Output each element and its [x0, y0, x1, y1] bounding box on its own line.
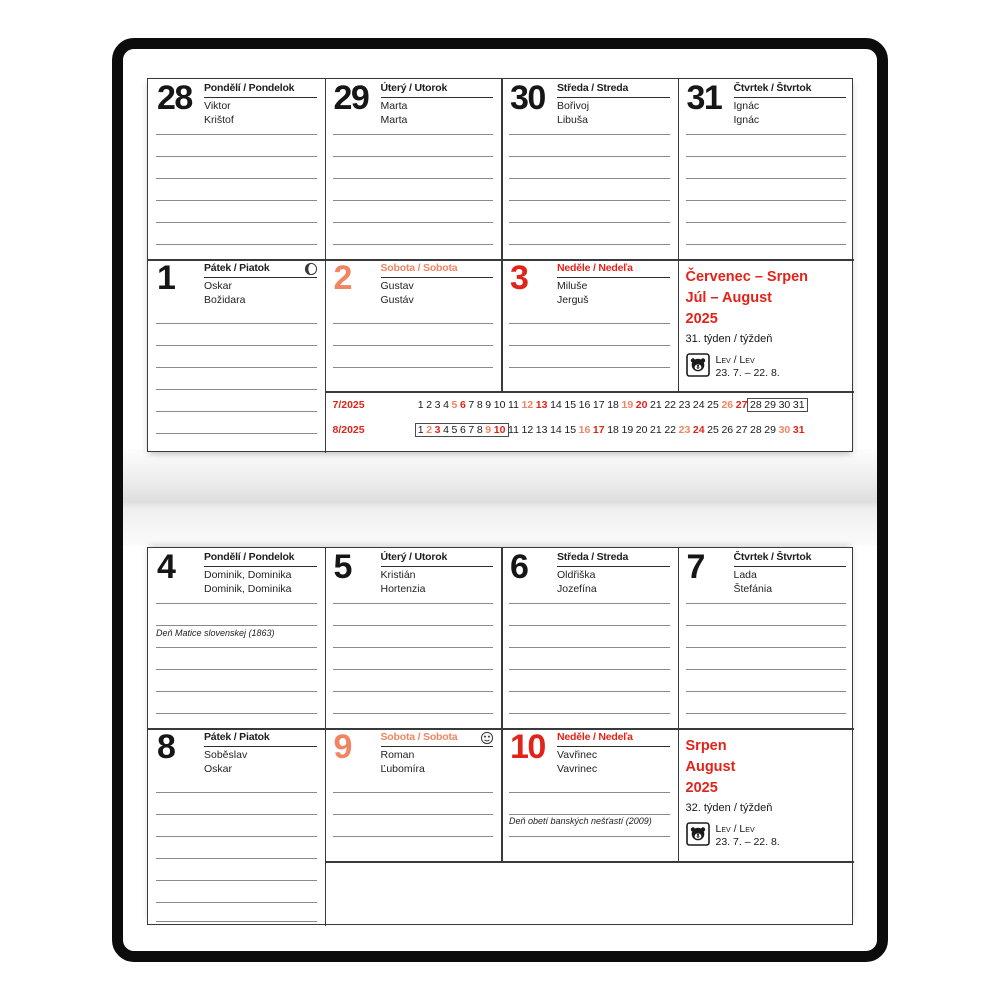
mini-calendar-day: 27	[735, 399, 748, 411]
month-title-line: Srpen	[685, 738, 727, 754]
leo-lion-icon	[686, 353, 710, 377]
ruled-writing-line	[686, 134, 847, 135]
ruled-writing-line	[156, 367, 317, 368]
mini-calendar-day: 10	[493, 399, 506, 411]
nameday-names	[381, 100, 498, 127]
ruled-writing-line	[156, 902, 317, 903]
mini-calendar-day: 22	[664, 424, 677, 436]
ruled-writing-line	[156, 921, 317, 922]
ruled-writing-line	[686, 178, 847, 179]
mini-calendar-day: 9	[485, 424, 492, 436]
month-title-line: Júl – August	[685, 290, 772, 306]
ruled-writing-line	[333, 814, 494, 815]
day-number: 2	[333, 259, 351, 297]
ruled-writing-line	[509, 222, 670, 223]
mini-calendar-day: 28	[750, 424, 762, 436]
mini-calendar-row	[333, 398, 853, 412]
mini-calendar-day: 14	[550, 424, 562, 436]
ruled-writing-line	[333, 156, 494, 157]
first-quarter-moon-icon	[304, 262, 318, 276]
ruled-writing-line	[509, 156, 670, 157]
ruled-writing-line	[686, 222, 847, 223]
ruled-writing-line	[156, 200, 317, 201]
day-number: 1	[157, 259, 175, 297]
mini-calendar-day: 17	[592, 399, 605, 411]
ruled-writing-line	[686, 244, 847, 245]
ruled-writing-line	[333, 713, 494, 714]
week-31-grid	[147, 78, 853, 452]
nameday-names	[557, 280, 674, 307]
ruled-writing-line	[156, 691, 317, 692]
ruled-writing-line	[156, 792, 317, 793]
ruled-writing-line	[509, 178, 670, 179]
day-name-label: Neděle / Nedeľa	[557, 731, 670, 747]
mini-calendar-day: 7	[468, 399, 475, 411]
mini-calendar-day: 17	[592, 424, 605, 436]
mini-calendar-month-label: 8/2025	[332, 424, 365, 436]
month-title	[686, 736, 851, 799]
nameday-names	[557, 749, 674, 776]
mini-calendar-day: 16	[578, 424, 591, 436]
day-cell-30	[501, 79, 678, 259]
zodiac-name: Lev / Lev	[715, 354, 755, 366]
mini-calendar-day: 10	[493, 424, 506, 436]
holiday-note: Deň obetí banských nešťastí (2009)	[509, 816, 652, 826]
nameday-name: Ľubomíra	[380, 762, 425, 775]
ruled-writing-line	[333, 345, 494, 346]
mini-calendar-day: 29	[764, 424, 776, 436]
ruled-writing-line	[509, 134, 670, 135]
ruled-writing-line	[333, 178, 494, 179]
mini-calendar-day: 30	[778, 424, 791, 436]
week-number-label: 32. týden / týždeň	[685, 802, 773, 814]
nameday-name: Soběslav	[204, 749, 248, 761]
ruled-writing-line	[509, 323, 670, 324]
mini-calendar-day: 6	[459, 399, 466, 411]
ruled-writing-line	[686, 647, 847, 648]
ruled-writing-line	[686, 713, 847, 714]
nameday-name: Oldřiška	[557, 569, 596, 581]
nameday-name: Roman	[380, 749, 415, 761]
mini-calendar-day: 23	[678, 399, 691, 411]
ruled-writing-line	[509, 647, 670, 648]
day-number: 5	[333, 548, 351, 586]
mini-calendar-row	[333, 423, 853, 437]
day-number: 3	[510, 259, 528, 297]
ruled-writing-line	[686, 625, 847, 626]
nameday-names	[381, 749, 498, 776]
day-cell-5	[325, 548, 502, 728]
nameday-name: Ignác	[733, 113, 760, 126]
nameday-name: Bořivoj	[557, 100, 590, 112]
day-number: 10	[510, 728, 545, 766]
nameday-names	[734, 569, 851, 596]
mini-calendar-day: 30	[778, 399, 791, 411]
nameday-names	[557, 100, 674, 127]
nameday-name: Ignác	[733, 100, 760, 112]
nameday-name: Oskar	[204, 280, 233, 292]
ruled-writing-line	[333, 792, 494, 793]
nameday-name: Jozefína	[557, 582, 597, 595]
ruled-writing-line	[509, 200, 670, 201]
ruled-writing-line	[333, 200, 494, 201]
ruled-writing-line	[156, 134, 317, 135]
mini-calendar-day: 21	[650, 424, 662, 436]
day-cell-4	[148, 548, 325, 728]
ruled-writing-line	[156, 411, 317, 412]
mini-calendar-month-label: 7/2025	[332, 399, 365, 411]
page-fold-gap	[123, 449, 877, 545]
ruled-writing-line	[156, 880, 317, 881]
day-cell-9	[325, 728, 502, 861]
ruled-writing-line	[686, 603, 847, 604]
ruled-writing-line	[686, 156, 847, 157]
mini-calendar-day: 19	[621, 424, 634, 436]
ruled-writing-line	[156, 647, 317, 648]
ruled-writing-line	[333, 625, 494, 626]
ruled-writing-line	[333, 134, 494, 135]
day-cell-28	[148, 79, 325, 259]
mini-calendar-day: 16	[578, 399, 591, 411]
zodiac-date-range: 23. 7. – 22. 8.	[715, 367, 780, 379]
month-title-line: 2025	[685, 311, 718, 327]
nameday-name: Dominik, Dominika	[204, 569, 292, 581]
mini-calendar-day: 26	[721, 399, 734, 411]
day-name-label: Sobota / Sobota	[381, 731, 494, 747]
mini-calendar-day: 15	[564, 399, 577, 411]
day-cell-6	[501, 548, 678, 728]
ruled-writing-line	[156, 625, 317, 626]
mini-calendar-day: 3	[434, 399, 441, 411]
nameday-name: Marta	[380, 100, 408, 112]
month-title	[686, 267, 851, 330]
ruled-writing-line	[156, 603, 317, 604]
ruled-writing-line	[333, 244, 494, 245]
ruled-writing-line	[156, 345, 317, 346]
mini-calendar-day: 1	[417, 424, 424, 436]
ruled-writing-line	[509, 713, 670, 714]
ruled-writing-line	[333, 836, 494, 837]
day-number: 7	[686, 548, 704, 586]
day-name-label: Úterý / Utorok	[381, 551, 494, 567]
mini-calendar-day: 6	[459, 424, 466, 436]
ruled-writing-line	[156, 244, 317, 245]
mini-calendar-day: 31	[792, 424, 805, 436]
mini-calendar-day: 8	[476, 399, 483, 411]
ruled-writing-line	[156, 669, 317, 670]
nameday-name: Gustav	[380, 280, 414, 292]
ruled-writing-line	[333, 691, 494, 692]
mini-calendar-day: 28	[750, 399, 762, 411]
day-cell-8	[148, 728, 325, 926]
leo-lion-icon	[686, 822, 710, 846]
month-title-line: Červenec – Srpen	[685, 269, 809, 285]
ruled-writing-line	[509, 625, 670, 626]
full-moon-icon	[480, 731, 494, 745]
ruled-writing-line	[509, 792, 670, 793]
ruled-writing-line	[686, 691, 847, 692]
mini-calendar-day: 31	[792, 399, 805, 411]
ruled-writing-line	[333, 603, 494, 604]
week-number-label: 31. týden / týždeň	[685, 333, 773, 345]
mini-calendar-day: 15	[564, 424, 577, 436]
mini-calendar-day: 13	[535, 399, 548, 411]
ruled-writing-line	[333, 222, 494, 223]
ruled-writing-line	[156, 814, 317, 815]
holiday-note: Deň Matice slovenskej (1863)	[156, 628, 275, 638]
nameday-name: Štefánia	[733, 582, 773, 595]
ruled-writing-line	[509, 669, 670, 670]
mini-calendar-day: 18	[607, 399, 619, 411]
day-name-label: Středa / Streda	[557, 82, 670, 98]
mini-calendar-day: 24	[692, 424, 705, 436]
month-info-cell	[678, 728, 855, 861]
zodiac-name: Lev / Lev	[715, 823, 755, 835]
nameday-names	[381, 569, 498, 596]
ruled-writing-line	[156, 178, 317, 179]
current-spread-box	[747, 398, 808, 412]
day-number: 31	[686, 79, 722, 117]
ruled-writing-line	[156, 156, 317, 157]
mini-calendar-day: 1	[417, 399, 424, 411]
nameday-name: Krištof	[204, 113, 234, 126]
day-name-label: Pondělí / Pondelok	[204, 551, 317, 567]
day-number: 8	[157, 728, 175, 766]
day-cell-7	[678, 548, 855, 728]
mini-calendar-day: 21	[650, 399, 662, 411]
ruled-writing-line	[509, 603, 670, 604]
ruled-writing-line	[156, 858, 317, 859]
mini-calendar-day: 2	[426, 399, 433, 411]
month-title-line: 2025	[685, 780, 718, 796]
nameday-name: Vavrinec	[557, 762, 598, 775]
mini-calendar-day: 19	[621, 399, 634, 411]
mini-calendar-day: 25	[707, 424, 719, 436]
day-name-label: Sobota / Sobota	[381, 262, 494, 278]
nameday-names	[381, 280, 498, 307]
nameday-name: Lada	[733, 569, 757, 581]
mini-calendar-day: 23	[678, 424, 691, 436]
mini-calendar-day: 11	[508, 424, 519, 436]
nameday-name: Gustáv	[380, 293, 414, 306]
ruled-writing-line	[509, 836, 670, 837]
mini-calendar-day: 4	[443, 424, 449, 436]
month-title-line: August	[685, 759, 736, 775]
ruled-writing-line	[156, 713, 317, 714]
day-cell-3	[501, 259, 678, 391]
nameday-name: Miluše	[557, 280, 588, 292]
nameday-name: Kristián	[380, 569, 416, 581]
day-number: 29	[333, 79, 369, 117]
nameday-names	[734, 100, 851, 127]
mini-calendar-day: 25	[707, 399, 719, 411]
mini-calendar-day: 29	[764, 399, 776, 411]
mini-calendar-day: 14	[550, 399, 562, 411]
nameday-names	[204, 100, 321, 127]
day-cell-2	[325, 259, 502, 391]
nameday-names	[204, 569, 321, 596]
mini-calendar-day: 5	[451, 424, 458, 436]
day-cell-1	[148, 259, 325, 453]
day-name-label: Středa / Streda	[557, 551, 670, 567]
day-name-label: Pátek / Piatok	[204, 731, 317, 747]
day-number: 4	[157, 548, 175, 586]
ruled-writing-line	[509, 367, 670, 368]
mini-calendar-day: 13	[535, 424, 548, 436]
diary-inner-pages	[123, 49, 877, 951]
nameday-names	[204, 280, 321, 307]
mini-calendar-day: 2	[426, 424, 433, 436]
week-32-grid	[147, 547, 853, 925]
day-number: 6	[510, 548, 528, 586]
mini-calendar-day: 12	[521, 399, 534, 411]
day-name-label: Úterý / Utorok	[381, 82, 494, 98]
mini-month-calendar	[325, 391, 855, 453]
mini-calendar-day: 11	[508, 399, 519, 411]
nameday-name: Dominik, Dominika	[204, 582, 292, 595]
mini-calendar-day: 22	[664, 399, 677, 411]
ruled-writing-line	[509, 691, 670, 692]
mini-calendar-day: 7	[468, 424, 475, 436]
ruled-writing-line	[156, 389, 317, 390]
mini-calendar-day: 4	[443, 399, 449, 411]
day-name-label: Neděle / Nedeľa	[557, 262, 670, 278]
ruled-writing-line	[333, 647, 494, 648]
nameday-name: Oskar	[204, 762, 233, 775]
ruled-writing-line	[156, 323, 317, 324]
ruled-writing-line	[333, 367, 494, 368]
ruled-writing-line	[509, 345, 670, 346]
day-number: 30	[510, 79, 545, 117]
mini-calendar-day: 26	[721, 424, 734, 436]
mini-calendar-day: 20	[635, 424, 648, 436]
current-spread-box	[415, 423, 509, 437]
day-number: 28	[157, 79, 192, 117]
mini-calendar-day: 18	[607, 424, 619, 436]
nameday-name: Libuša	[557, 113, 588, 126]
ruled-writing-line	[509, 244, 670, 245]
day-number: 9	[333, 728, 351, 766]
day-name-label: Pátek / Piatok	[204, 262, 317, 278]
nameday-name: Hortenzia	[380, 582, 426, 595]
nameday-names	[557, 569, 674, 596]
ruled-writing-line	[333, 669, 494, 670]
mini-calendar-day: 12	[521, 424, 534, 436]
nameday-name: Vavřinec	[557, 749, 598, 761]
mini-calendar-day: 24	[692, 399, 705, 411]
mini-calendar-day: 5	[451, 399, 458, 411]
mini-calendar-day: 20	[635, 399, 648, 411]
ruled-writing-line	[156, 222, 317, 223]
month-info-cell	[678, 259, 855, 391]
ruled-writing-line	[686, 669, 847, 670]
nameday-names	[204, 749, 321, 776]
day-cell-29	[325, 79, 502, 259]
mini-calendar-day: 3	[434, 424, 441, 436]
ruled-writing-line	[156, 433, 317, 434]
zodiac-date-range: 23. 7. – 22. 8.	[715, 836, 780, 848]
ruled-writing-line	[156, 836, 317, 837]
day-cell-10	[501, 728, 678, 861]
diary-cover-frame	[112, 38, 888, 962]
day-name-label: Pondělí / Pondelok	[204, 82, 317, 98]
day-cell-31	[678, 79, 855, 259]
ruled-writing-line	[686, 200, 847, 201]
mini-calendar-day: 27	[735, 424, 748, 436]
nameday-name: Marta	[380, 113, 408, 126]
day-name-label: Čtvrtek / Štvrtok	[734, 82, 847, 98]
nameday-name: Jerguš	[557, 293, 589, 306]
mini-calendar-day: 8	[476, 424, 483, 436]
nameday-name: Viktor	[204, 100, 231, 112]
mini-calendar-day: 9	[485, 399, 492, 411]
grid-divider	[325, 861, 855, 863]
nameday-name: Božidara	[204, 293, 246, 306]
day-name-label: Čtvrtek / Štvrtok	[734, 551, 847, 567]
ruled-writing-line	[333, 323, 494, 324]
